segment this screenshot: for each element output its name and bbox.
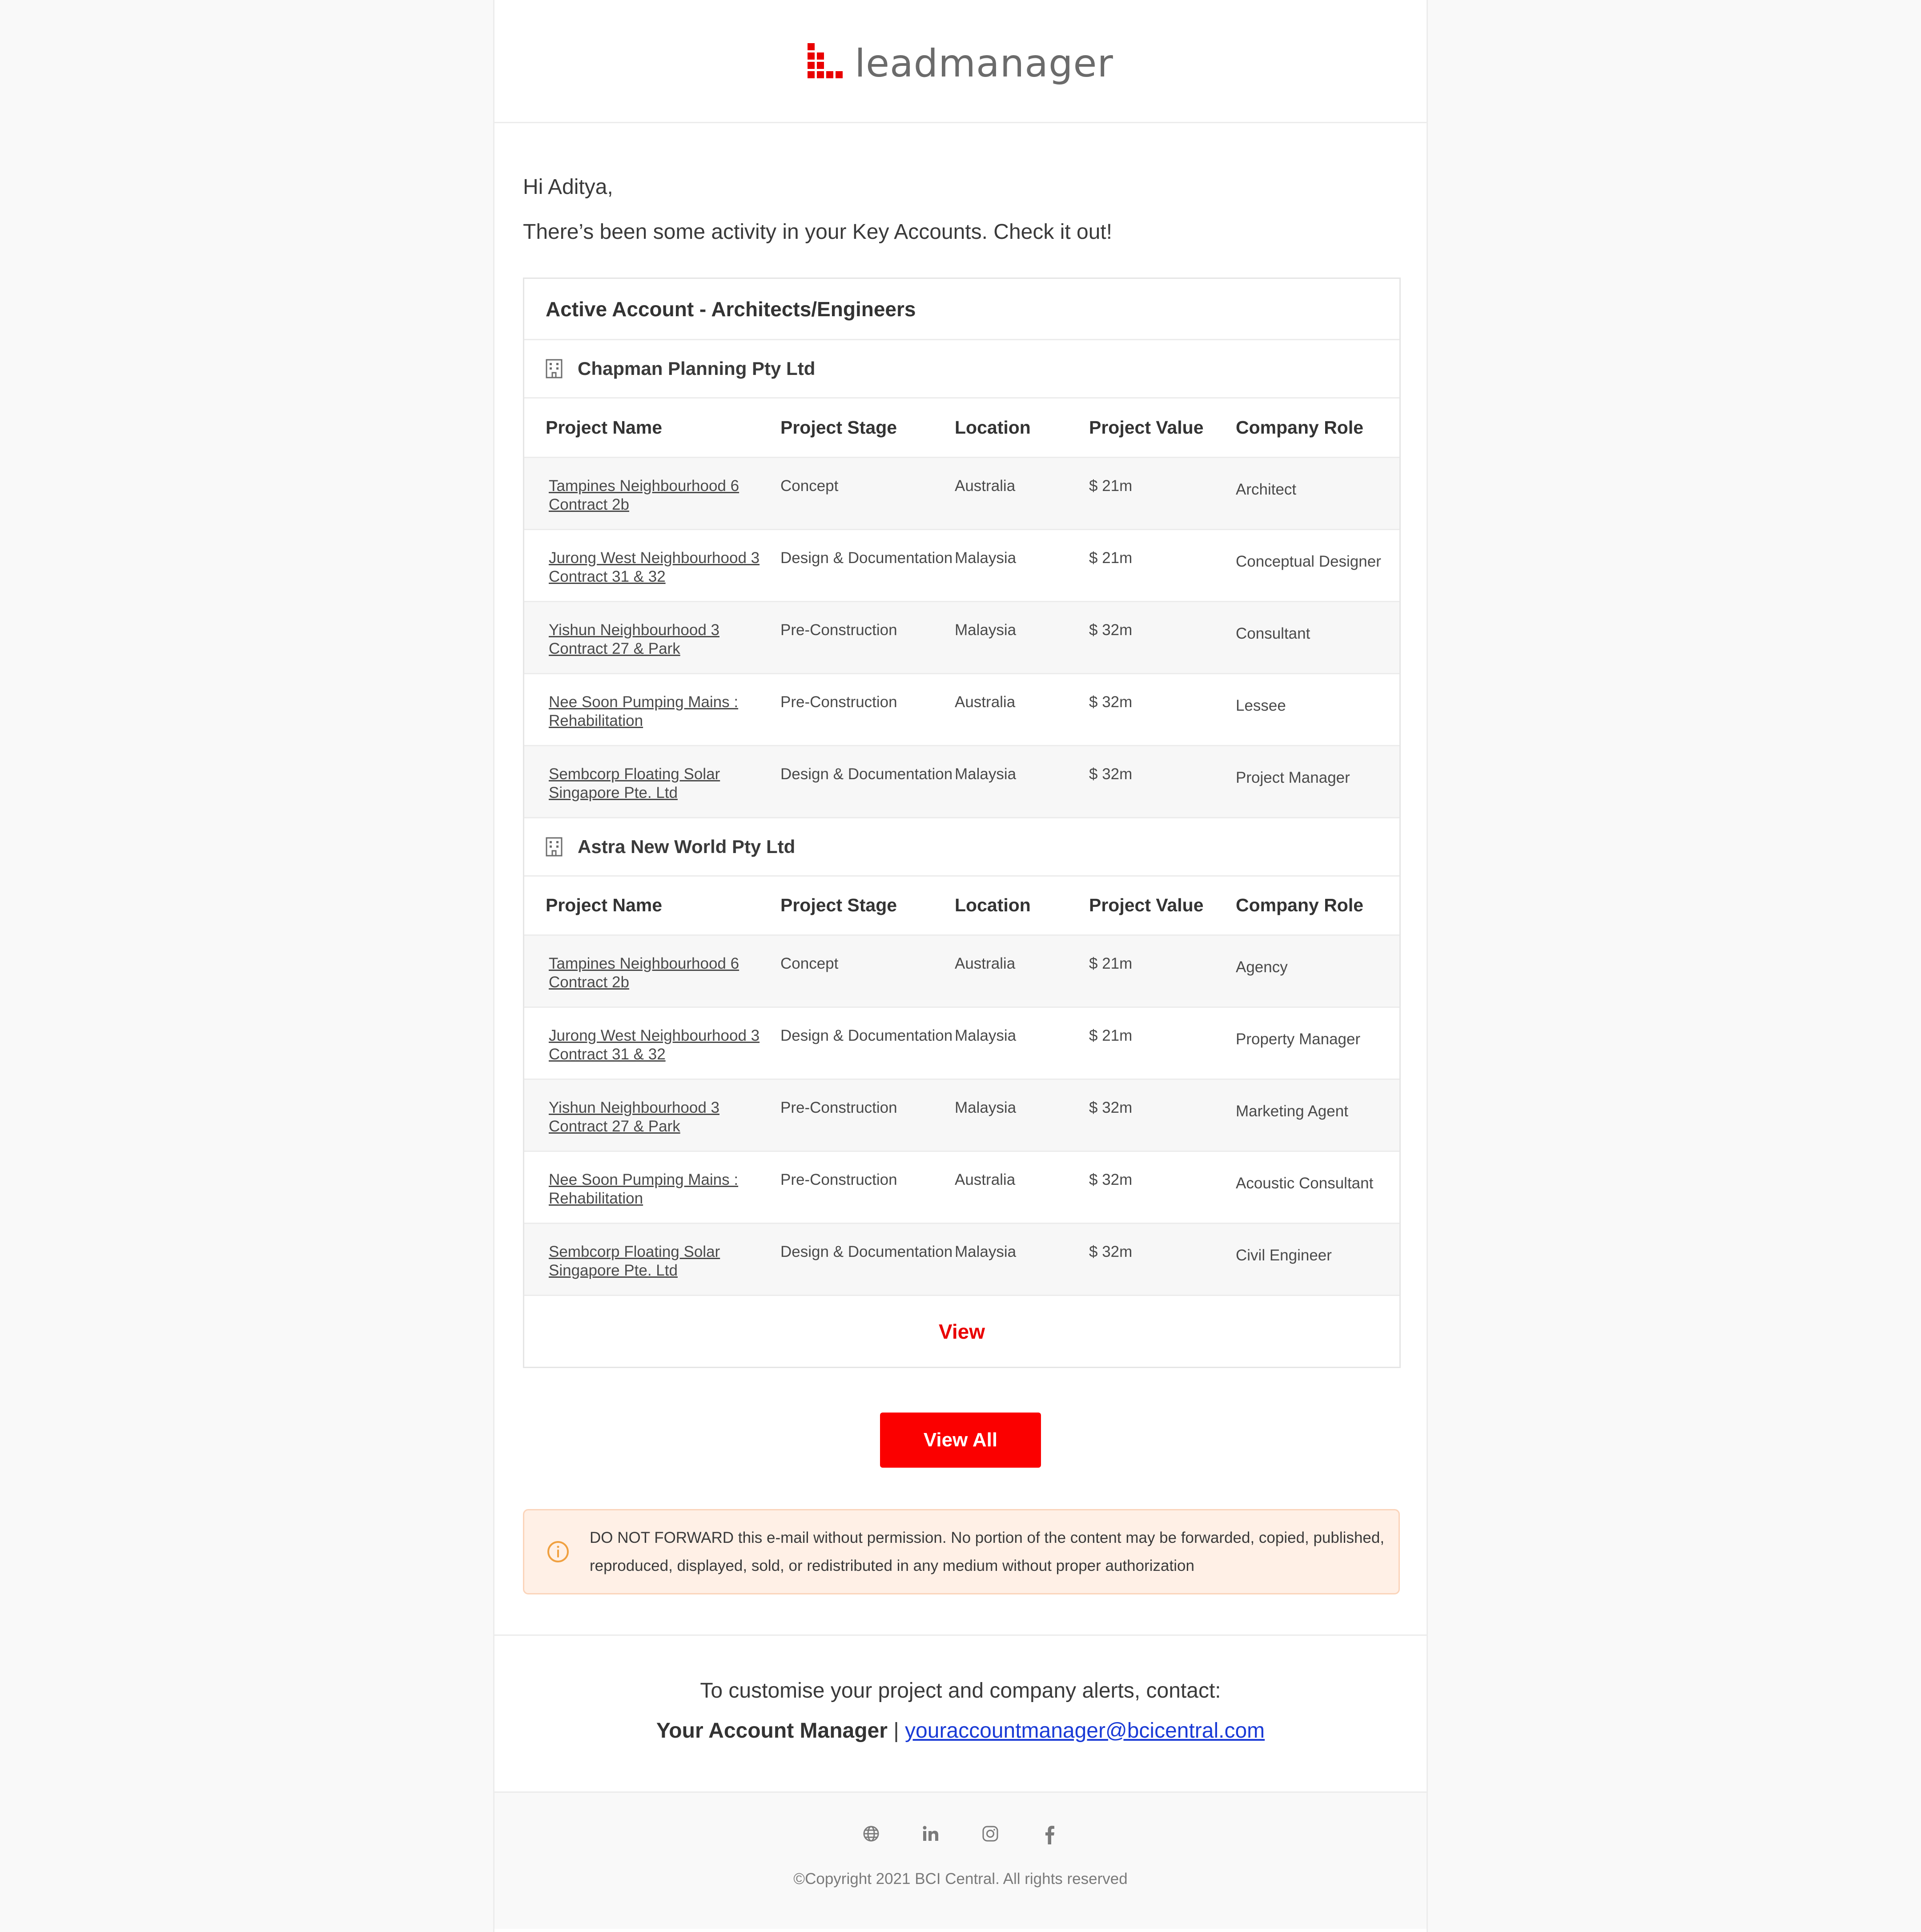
project-value: $ 21m bbox=[1089, 1007, 1236, 1079]
projects-table bbox=[524, 877, 1399, 1296]
table-row bbox=[524, 1151, 1399, 1224]
project-link[interactable]: Yishun Neighbourhood 3 Contract 27 & Park bbox=[549, 621, 719, 657]
project-link[interactable]: Nee Soon Pumping Mains : Rehabilitation bbox=[549, 1171, 739, 1207]
company-role: Conceptual Designer bbox=[1236, 529, 1399, 601]
view-all-wrap bbox=[523, 1413, 1398, 1468]
project-value: $ 21m bbox=[1089, 529, 1236, 601]
do-not-forward-notice bbox=[523, 1509, 1400, 1594]
project-link[interactable]: Sembcorp Floating Solar Singapore Pte. Ltd bbox=[549, 1243, 720, 1279]
column-header: Location bbox=[955, 877, 1089, 935]
project-location: Malaysia bbox=[955, 1079, 1089, 1151]
company-role: Project Manager bbox=[1236, 745, 1399, 817]
project-stage: Pre-Construction bbox=[780, 1151, 955, 1224]
table-row bbox=[524, 457, 1399, 529]
project-location: Australia bbox=[955, 673, 1089, 745]
column-header: Project Name bbox=[524, 398, 780, 457]
notice-text: DO NOT FORWARD this e-mail without permission. No portion of the content may be forwarded, copied, published, reproduced, displayed, sold, or redistributed in any medium without proper authorization bbox=[590, 1529, 1385, 1574]
column-header: Location bbox=[955, 398, 1089, 457]
instagram-icon[interactable] bbox=[981, 1825, 999, 1844]
project-location: Malaysia bbox=[955, 529, 1089, 601]
company-role: Agency bbox=[1236, 935, 1399, 1007]
project-value: $ 21m bbox=[1089, 935, 1236, 1007]
brand-logo[interactable] bbox=[808, 41, 1113, 86]
project-stage: Design & Documentation bbox=[780, 1007, 955, 1079]
building-icon bbox=[546, 359, 563, 378]
company-role: Marketing Agent bbox=[1236, 1079, 1399, 1151]
project-value: $ 32m bbox=[1089, 1151, 1236, 1224]
contact-section bbox=[494, 1634, 1427, 1793]
company-name: Chapman Planning Pty Ltd bbox=[578, 358, 816, 379]
facebook-icon[interactable] bbox=[1041, 1825, 1059, 1844]
project-location: Malaysia bbox=[955, 1007, 1089, 1079]
info-icon bbox=[547, 1540, 570, 1563]
table-row bbox=[524, 935, 1399, 1007]
project-value: $ 32m bbox=[1089, 601, 1236, 673]
account-manager-label: Your Account Manager bbox=[656, 1719, 888, 1743]
project-link[interactable]: Tampines Neighbourhood 6 Contract 2b bbox=[549, 477, 739, 513]
company-role: Architect bbox=[1236, 457, 1399, 529]
linkedin-icon[interactable] bbox=[922, 1825, 940, 1844]
project-value: $ 21m bbox=[1089, 457, 1236, 529]
column-header: Project Value bbox=[1089, 398, 1236, 457]
table-row bbox=[524, 673, 1399, 745]
table-row bbox=[524, 1224, 1399, 1296]
table-row bbox=[524, 601, 1399, 673]
company-role: Lessee bbox=[1236, 673, 1399, 745]
project-location: Australia bbox=[955, 457, 1089, 529]
card-title: Active Account - Architects/Engineers bbox=[524, 279, 1399, 340]
copyright-text: ©Copyright 2021 BCI Central. All rights reserved bbox=[793, 1870, 1128, 1888]
project-value: $ 32m bbox=[1089, 1224, 1236, 1296]
company-role: Acoustic Consultant bbox=[1236, 1151, 1399, 1224]
project-link[interactable]: Nee Soon Pumping Mains : Rehabilitation bbox=[549, 693, 739, 729]
view-row bbox=[524, 1296, 1399, 1367]
column-header: Project Value bbox=[1089, 877, 1236, 935]
key-accounts-card bbox=[523, 278, 1401, 1368]
project-location: Malaysia bbox=[955, 601, 1089, 673]
greeting: Hi Aditya, bbox=[523, 175, 613, 199]
view-link[interactable]: View bbox=[939, 1320, 985, 1343]
column-header: Company Role bbox=[1236, 877, 1399, 935]
projects-table bbox=[524, 398, 1399, 818]
company-role: Civil Engineer bbox=[1236, 1224, 1399, 1296]
column-header: Project Stage bbox=[780, 398, 955, 457]
project-value: $ 32m bbox=[1089, 745, 1236, 817]
contact-intro: To customise your project and company alerts, contact: bbox=[700, 1679, 1221, 1703]
column-header: Project Stage bbox=[780, 877, 955, 935]
email-header bbox=[494, 0, 1427, 123]
table-row bbox=[524, 1079, 1399, 1151]
project-link[interactable]: Jurong West Neighbourhood 3 Contract 31 & 32 bbox=[549, 549, 760, 585]
project-link[interactable]: Jurong West Neighbourhood 3 Contract 31 & 32 bbox=[549, 1027, 760, 1063]
table-row bbox=[524, 745, 1399, 817]
leadmanager-logo-icon bbox=[808, 43, 847, 79]
table-row bbox=[524, 1007, 1399, 1079]
project-stage: Pre-Construction bbox=[780, 673, 955, 745]
company-role: Property Manager bbox=[1236, 1007, 1399, 1079]
email-footer bbox=[494, 1793, 1427, 1929]
project-link[interactable]: Yishun Neighbourhood 3 Contract 27 & Park bbox=[549, 1099, 719, 1135]
project-location: Australia bbox=[955, 935, 1089, 1007]
project-stage: Concept bbox=[780, 935, 955, 1007]
project-link[interactable]: Tampines Neighbourhood 6 Contract 2b bbox=[549, 955, 739, 991]
brand-wordmark: leadmanager bbox=[855, 41, 1113, 86]
globe-icon[interactable] bbox=[862, 1825, 880, 1844]
view-all-button[interactable]: View All bbox=[880, 1413, 1041, 1468]
email-body bbox=[494, 177, 1427, 1594]
building-icon bbox=[546, 837, 563, 857]
project-link[interactable]: Sembcorp Floating Solar Singapore Pte. Ltd bbox=[549, 765, 720, 801]
project-stage: Design & Documentation bbox=[780, 1224, 955, 1296]
project-stage: Pre-Construction bbox=[780, 601, 955, 673]
social-links bbox=[494, 1793, 1427, 1844]
project-value: $ 32m bbox=[1089, 1079, 1236, 1151]
company-name: Astra New World Pty Ltd bbox=[578, 836, 796, 857]
separator: | bbox=[887, 1719, 905, 1743]
column-header: Project Name bbox=[524, 877, 780, 935]
company-role: Consultant bbox=[1236, 601, 1399, 673]
company-header bbox=[524, 818, 1399, 877]
email-sheet bbox=[493, 0, 1428, 1932]
account-manager-email-link[interactable]: youraccountmanager@bcicentral.com bbox=[905, 1719, 1265, 1743]
project-location: Malaysia bbox=[955, 1224, 1089, 1296]
contact-details bbox=[494, 1720, 1427, 1742]
project-stage: Design & Documentation bbox=[780, 745, 955, 817]
company-header bbox=[524, 340, 1399, 398]
intro-text: There’s been some activity in your Key Accounts. Check it out! bbox=[523, 220, 1113, 244]
project-stage: Pre-Construction bbox=[780, 1079, 955, 1151]
column-header: Company Role bbox=[1236, 398, 1399, 457]
project-value: $ 32m bbox=[1089, 673, 1236, 745]
table-row bbox=[524, 529, 1399, 601]
project-location: Malaysia bbox=[955, 745, 1089, 817]
project-location: Australia bbox=[955, 1151, 1089, 1224]
project-stage: Design & Documentation bbox=[780, 529, 955, 601]
project-stage: Concept bbox=[780, 457, 955, 529]
